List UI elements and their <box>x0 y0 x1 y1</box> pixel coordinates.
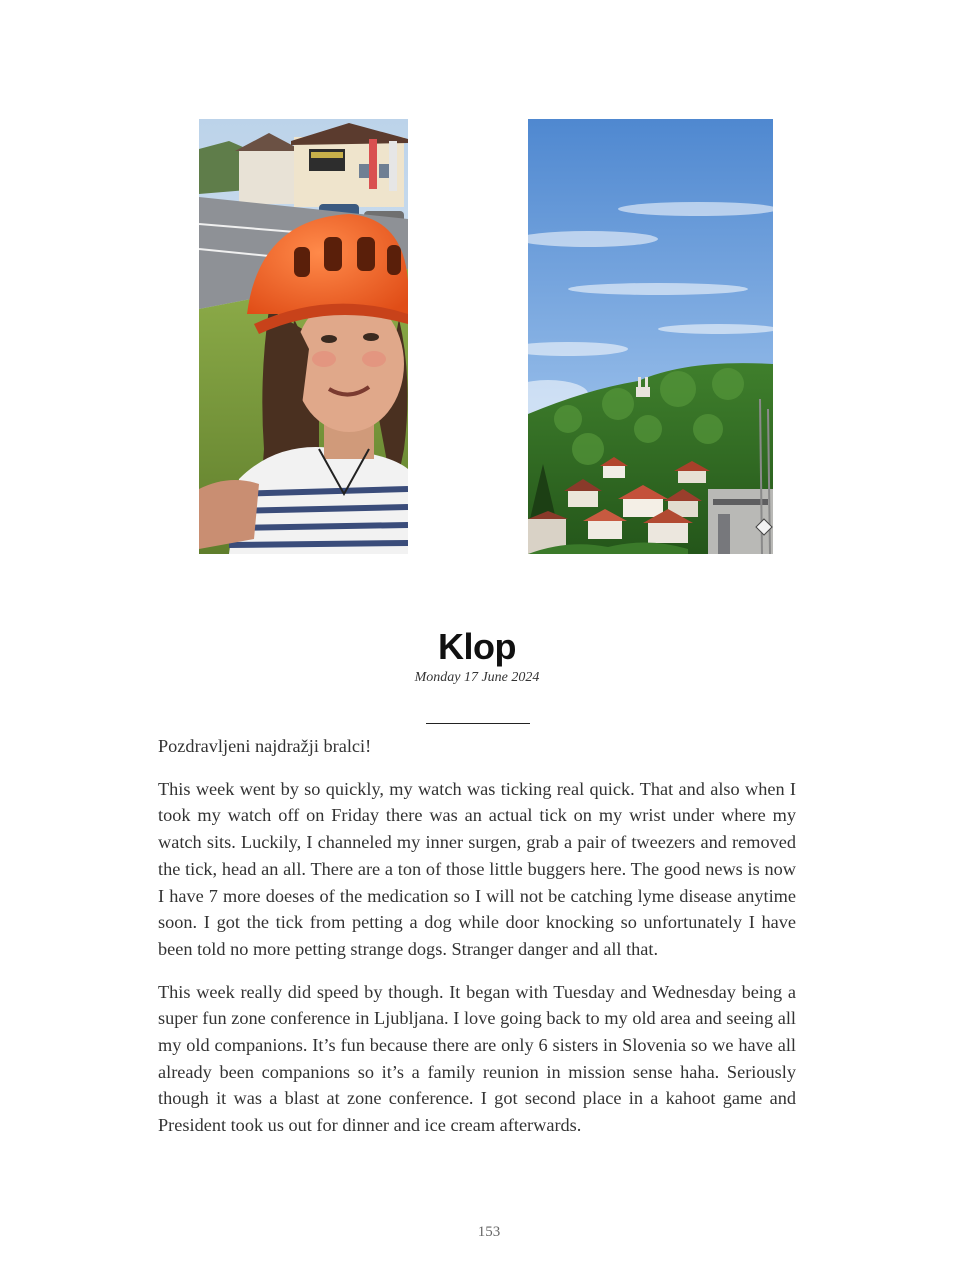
entry-title: Klop <box>438 626 516 667</box>
entry-date: Monday 17 June 2024 <box>414 670 540 685</box>
photo-icon <box>528 119 773 554</box>
greeting-paragraph: Pozdravljeni najdražji bralci! <box>158 736 372 756</box>
body-paragraph: This week went by so quickly, my watch was ticking real quick. That and also when I took my watch off on Friday there was an actual tick on my wrist under where my watch sits. Luckily, I channeled my inner surgen, grab a pair of tweezers and removed the tick, head an all. There are a ton of those little buggers here. The good news is now I have 7 more doeses of the medication so I will not be catching lyme disease anytime soon. I got the tick from petting a dog while door knocking so unfortunately I have been told no more petting strange dogs. Stranger danger and all that. <box>158 778 796 959</box>
title-divider <box>426 723 530 724</box>
entry-body <box>158 733 796 1155</box>
photo-hill-village <box>528 119 773 554</box>
photo-selfie-helmet <box>199 119 408 554</box>
page-number: 153 <box>477 1224 501 1240</box>
body-paragraph: This week really did speed by though. It began with Tuesday and Wednesday being a super fun zone conference in Ljubljana. I love going back to my old area and seeing all my old companions. It’s fun because there are only 6 sisters in Slovenia so we have all already been companions so it’s a family reunion in mission sense haha. Seriously though it was a blast at zone conference. I got second place in a kahoot game and President took us out for dinner and ice cream afterwards. <box>158 981 796 1136</box>
photo-icon <box>199 119 408 554</box>
